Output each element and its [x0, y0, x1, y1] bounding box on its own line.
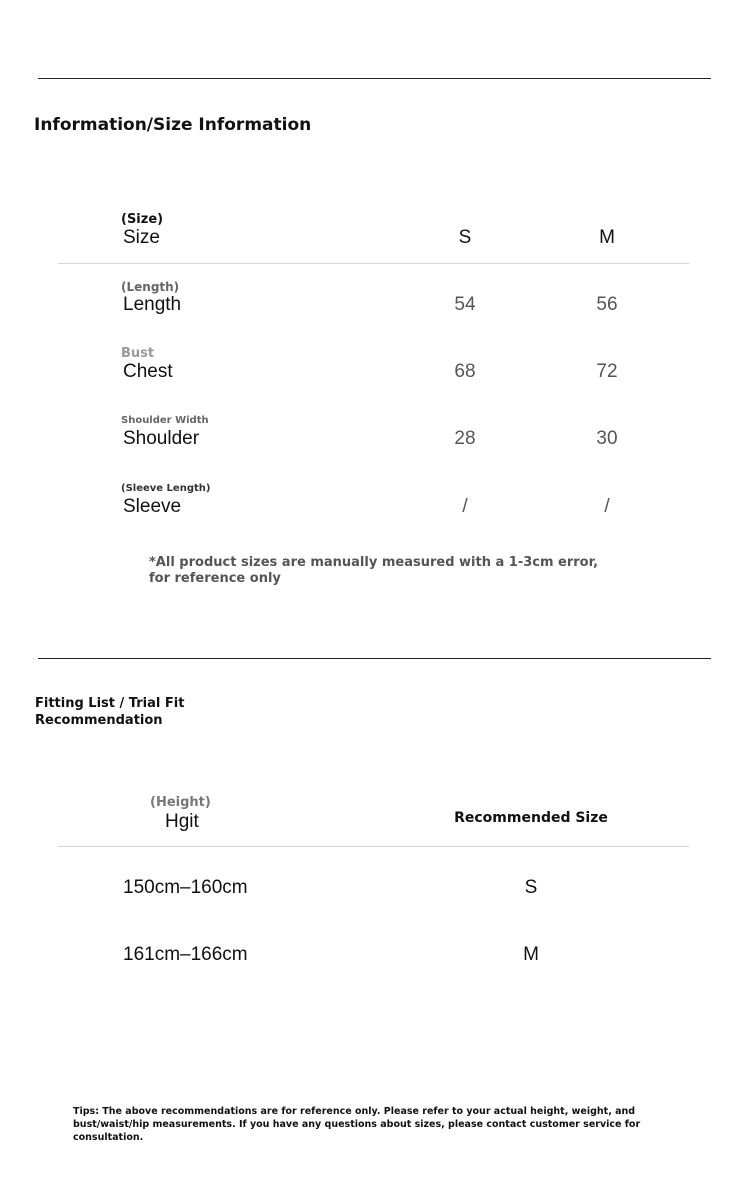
- row-small-label: Shoulder Width: [121, 415, 209, 426]
- recommended-size: M: [523, 944, 539, 965]
- row-value-s: 68: [454, 361, 476, 382]
- height-header-label: Hgit: [165, 811, 199, 832]
- section-divider-middle: [38, 658, 711, 659]
- row-label: Sleeve: [123, 496, 182, 517]
- size-header-m: M: [599, 227, 615, 248]
- row-value-m: 30: [596, 428, 618, 449]
- row-value-s: 28: [454, 428, 476, 449]
- row-value-m: 56: [596, 294, 618, 315]
- height-range: 150cm–160cm: [123, 877, 248, 898]
- row-small-label: (Length): [121, 280, 180, 294]
- row-value-s: /: [462, 496, 468, 517]
- size-table-header-divider: [58, 263, 689, 264]
- size-header-small-label: (Size): [121, 212, 164, 227]
- section-divider-top: [38, 78, 711, 79]
- measurement-note: *All product sizes are manually measured with a 1-3cm error, for reference only: [149, 555, 599, 586]
- row-value-m: /: [604, 496, 610, 517]
- fitting-section-title: Fitting List / Trial Fit Recommendation: [35, 696, 185, 728]
- row-label: Shoulder: [123, 428, 200, 449]
- fitting-table-header-divider: [58, 846, 689, 847]
- tips-text: Tips: The above recommendations are for reference only. Please refer to your actual height, weight, and bust/waist/hip measurements. If you have any questions about sizes, please contact customer service for consultation.: [73, 1106, 641, 1143]
- size-header-label: Size: [123, 227, 160, 248]
- size-section-title: Information/Size Information: [34, 115, 312, 135]
- height-range: 161cm–166cm: [123, 944, 248, 965]
- row-label: Length: [123, 294, 182, 315]
- row-label: Chest: [123, 361, 173, 382]
- recommended-size: S: [524, 877, 538, 898]
- recommended-size-header: Recommended Size: [454, 810, 608, 826]
- size-header-s: S: [458, 227, 472, 248]
- row-small-label: (Sleeve Length): [121, 483, 211, 494]
- row-value-m: 72: [596, 361, 618, 382]
- height-header-small-label: (Height): [150, 795, 211, 810]
- row-small-label: Bust: [121, 346, 155, 361]
- row-value-s: 54: [454, 294, 476, 315]
